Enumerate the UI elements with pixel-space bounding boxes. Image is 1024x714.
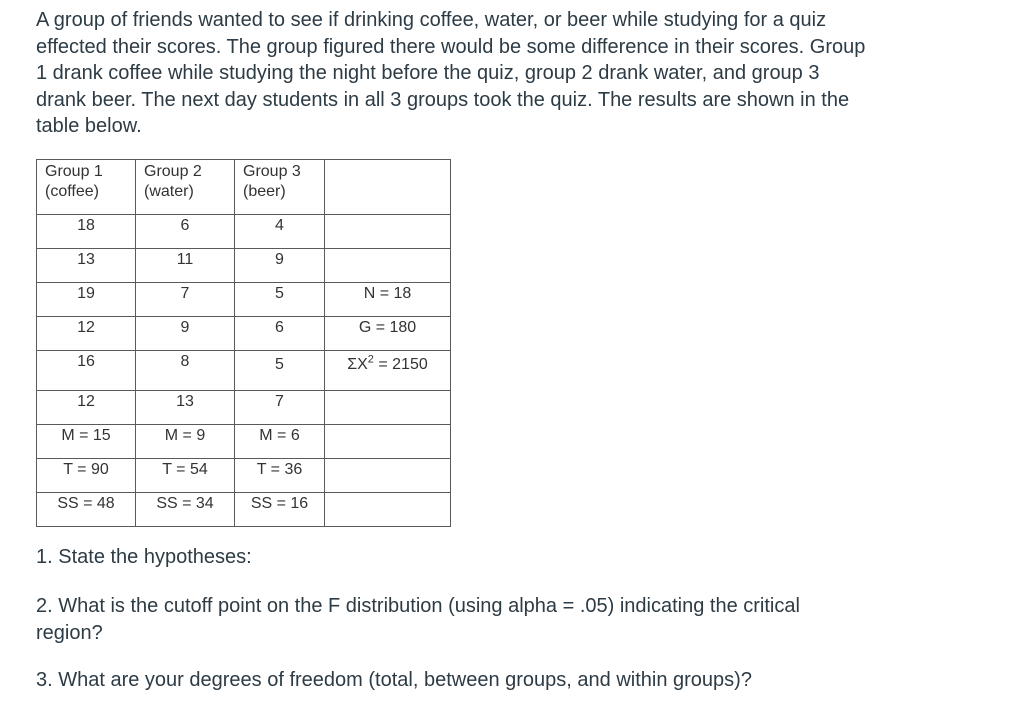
table-row (37, 215, 451, 249)
stat-sum-x-squared-value: = 2150 (373, 356, 428, 373)
table-cell: 13 (37, 249, 136, 283)
table-cell: 7 (235, 391, 325, 425)
stats-cell (325, 459, 451, 493)
table-cell: 6 (235, 317, 325, 351)
stat-sum-x-squared (325, 351, 451, 391)
table-row (37, 283, 451, 317)
stats-cell (325, 215, 451, 249)
question-3: 3. What are your degrees of freedom (total, between groups, and within groups)? (36, 669, 752, 691)
table-row (37, 391, 451, 425)
table-cell: 12 (37, 317, 136, 351)
question-2: 2. What is the cutoff point on the F distribution (using alpha = .05) indicating the critical region? (36, 595, 800, 644)
header-group-2-name: Group 2 (144, 163, 202, 180)
table-cell: T = 36 (235, 459, 325, 493)
table-cell: 9 (235, 249, 325, 283)
table-cell: 18 (37, 215, 136, 249)
table-cell: T = 90 (37, 459, 136, 493)
table-cell: 13 (136, 391, 235, 425)
table-cell: T = 54 (136, 459, 235, 493)
stat-sum-x-squared-prefix: ΣX (347, 356, 368, 373)
table-row (37, 317, 451, 351)
header-group-3 (235, 160, 325, 215)
table-cell: SS = 34 (136, 493, 235, 527)
table-row (37, 425, 451, 459)
table-cell: 19 (37, 283, 136, 317)
table-cell: 5 (235, 351, 325, 391)
header-group-1-name: Group 1 (45, 163, 103, 180)
table-cell: 12 (37, 391, 136, 425)
table-row (37, 493, 451, 527)
table-row (37, 249, 451, 283)
header-group-3-drink: (beer) (243, 183, 286, 200)
header-empty (325, 160, 451, 215)
table-cell: 5 (235, 283, 325, 317)
header-group-2-drink: (water) (144, 183, 194, 200)
stats-cell (325, 493, 451, 527)
table-cell: 16 (37, 351, 136, 391)
table-cell: 11 (136, 249, 235, 283)
scores-table (36, 159, 451, 527)
table-header-row (37, 160, 451, 215)
table-cell: 6 (136, 215, 235, 249)
table-cell: 4 (235, 215, 325, 249)
problem-intro: A group of friends wanted to see if drinking coffee, water, or beer while studying for a quiz effected their scores. The group figured there would be some difference in their scores. Group 1 drank coffee while studying the night before the quiz, group 2 drank water, and group 3 drank beer. The next day students in all 3 groups took the quiz. The results are shown in the table below. (36, 9, 866, 137)
stat-g: G = 180 (325, 317, 451, 351)
stats-cell (325, 425, 451, 459)
table-cell: M = 9 (136, 425, 235, 459)
stats-cell (325, 249, 451, 283)
table-row (37, 459, 451, 493)
table-cell: 9 (136, 317, 235, 351)
stat-n: N = 18 (325, 283, 451, 317)
stat-sum-x-squared-exponent: 2 (367, 353, 374, 366)
table-row (37, 351, 451, 391)
table-cell: SS = 48 (37, 493, 136, 527)
table-cell: 7 (136, 283, 235, 317)
table-cell: M = 6 (235, 425, 325, 459)
table-cell: SS = 16 (235, 493, 325, 527)
header-group-3-name: Group 3 (243, 163, 301, 180)
question-1: 1. State the hypotheses: (36, 546, 252, 568)
stats-cell (325, 391, 451, 425)
header-group-1 (37, 160, 136, 215)
table-cell: 8 (136, 351, 235, 391)
header-group-1-drink: (coffee) (45, 183, 99, 200)
table-cell: M = 15 (37, 425, 136, 459)
header-group-2 (136, 160, 235, 215)
